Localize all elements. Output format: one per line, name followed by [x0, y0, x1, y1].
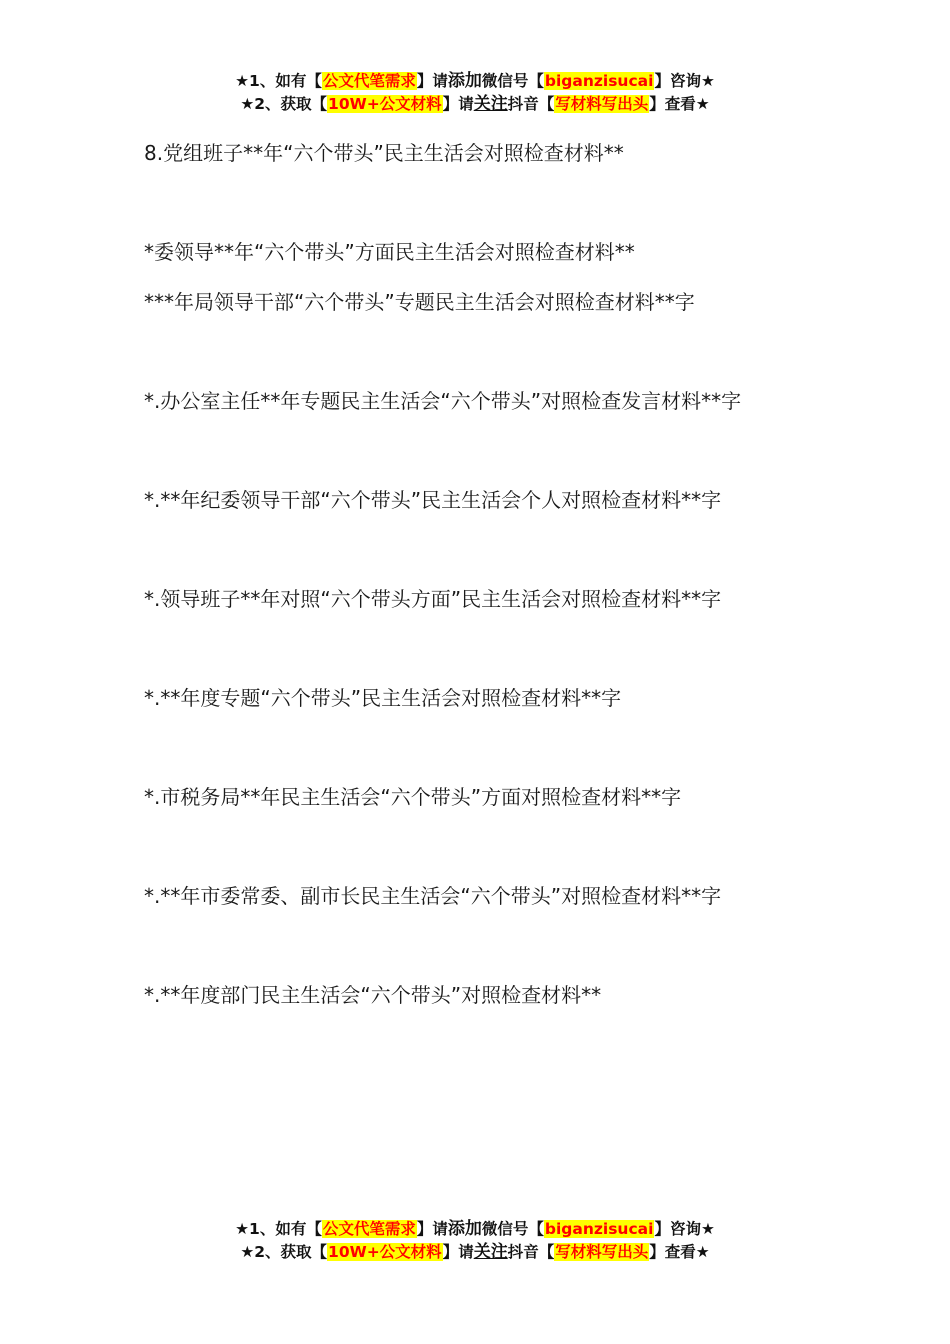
list-item: ***年局领导干部“六个带头”专题民主生活会对照检查材料**字 [144, 290, 695, 314]
banner-text: 】请 [442, 1243, 474, 1261]
banner-text: 】请 [416, 72, 448, 90]
highlight-douyin-account: 写材料写出头 [555, 1243, 649, 1261]
banner-text: ★1、如有【 [235, 1220, 322, 1238]
banner-text: 】咨询★ [654, 1220, 715, 1238]
banner-text: 抖音【 [507, 95, 555, 113]
highlight-materials: 10W+公文材料 [328, 1243, 442, 1261]
banner-text: 】请 [442, 95, 474, 113]
banner-line-1 [0, 70, 950, 93]
list-item: *.领导班子**年对照“六个带头方面”民主生活会对照检查材料**字 [144, 587, 722, 611]
highlight-wechat-id: biganzisucai [544, 72, 654, 90]
banner-text: 微信号【 [481, 1220, 544, 1238]
list-item: *.市税务局**年民主生活会“六个带头”方面对照检查材料**字 [144, 785, 682, 809]
banner-text: 】请 [416, 1220, 448, 1238]
list-item: *.**年纪委领导干部“六个带头”民主生活会个人对照检查材料**字 [144, 488, 722, 512]
list-item: *.**年度专题“六个带头”民主生活会对照检查材料**字 [144, 686, 622, 710]
list-item: *.**年度部门民主生活会“六个带头”对照检查材料** [144, 983, 602, 1007]
banner-text: 】查看★ [649, 1243, 710, 1261]
banner-text-emphasis: 添加 [447, 1219, 482, 1239]
list-item: *委领导**年“六个带头”方面民主生活会对照检查材料** [144, 240, 635, 264]
banner-text: 】咨询★ [654, 72, 715, 90]
banner-text: 】查看★ [649, 95, 710, 113]
highlight-douyin-account: 写材料写出头 [555, 95, 649, 113]
banner-line-2 [0, 1241, 950, 1264]
highlight-service: 公文代笔需求 [322, 1220, 416, 1238]
highlight-materials: 10W+公文材料 [328, 95, 442, 113]
banner-text: 微信号【 [481, 72, 544, 90]
banner-text-underlined: 关注 [473, 1242, 508, 1262]
banner-line-1 [0, 1218, 950, 1241]
banner-text: 抖音【 [507, 1243, 555, 1261]
banner-text: ★2、获取【 [240, 1243, 328, 1261]
banner-text-emphasis: 添加 [447, 71, 482, 91]
highlight-service: 公文代笔需求 [322, 72, 416, 90]
banner-text: ★1、如有【 [235, 72, 322, 90]
top-banner [0, 70, 950, 116]
list-item: *.办公室主任**年专题民主生活会“六个带头”对照检查发言材料**字 [144, 389, 742, 413]
list-item: 8.党组班子**年“六个带头”民主生活会对照检查材料** [144, 141, 624, 165]
highlight-wechat-id: biganzisucai [544, 1220, 654, 1238]
bottom-banner [0, 1218, 950, 1264]
banner-line-2 [0, 93, 950, 116]
document-body [144, 128, 816, 1069]
banner-text-underlined: 关注 [473, 94, 508, 114]
list-item: *.**年市委常委、副市长民主生活会“六个带头”对照检查材料**字 [144, 884, 722, 908]
banner-text: ★2、获取【 [240, 95, 328, 113]
